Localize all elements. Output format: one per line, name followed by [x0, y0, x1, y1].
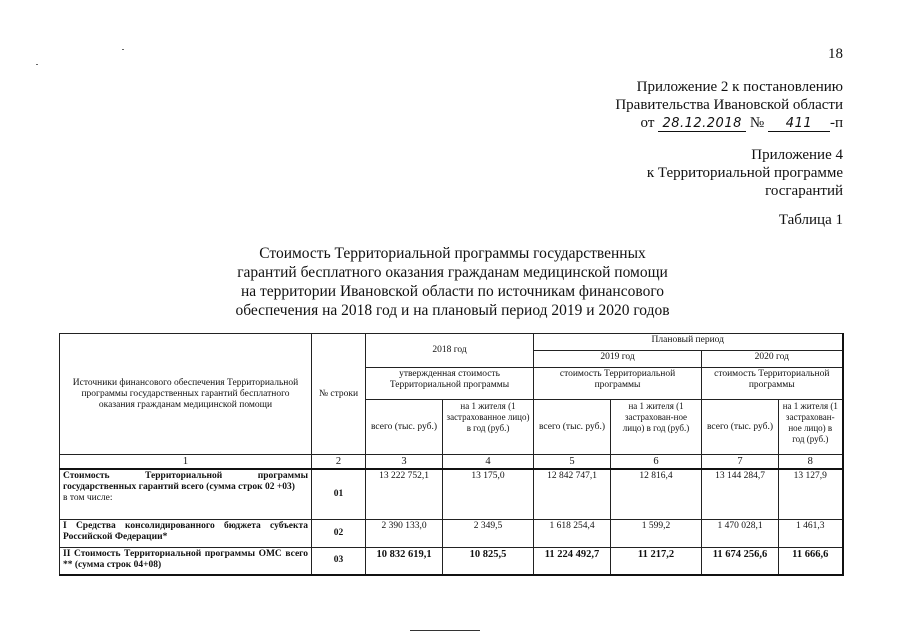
row-number: 03	[312, 547, 366, 575]
header-cost-2020: стоимость Территориальной программы	[702, 368, 843, 400]
table-row	[60, 469, 843, 519]
header-sources: Источники финансового обеспечения Территориальной программы государственных гарантий бесплатного оказания гражданам медицинской помощи	[60, 334, 312, 455]
title-line4: обеспечения на 2018 год и на плановый период 2019 и 2020 годов	[235, 302, 670, 319]
number-suffix: -п	[829, 115, 843, 131]
cell-value: 10 832 619,1	[366, 547, 443, 575]
header-cost-2019: стоимость Территориальной программы	[534, 368, 702, 400]
column-number: 6	[611, 455, 702, 470]
header-per-capita-2020: на 1 жителя (1 застрахован-ное лицо) в год (руб.)	[779, 400, 843, 455]
appendix-2-line1: Приложение 2 к постановлению	[636, 79, 843, 95]
cell-value: 12 842 747,1	[534, 469, 611, 519]
from-label: от	[640, 115, 655, 131]
appendix-4-line2: к Территориальной программе	[646, 165, 843, 181]
column-number: 8	[779, 455, 843, 470]
document-title	[0, 244, 905, 320]
cell-value: 2 390 133,0	[366, 519, 443, 547]
cell-value: 13 144 284,7	[702, 469, 779, 519]
header-total-2020: всего (тыс. руб.)	[702, 400, 779, 455]
header-planning-period: Плановый период	[534, 334, 843, 351]
cell-value: 11 217,2	[611, 547, 702, 575]
header-per-capita-2019: на 1 жителя (1 застрахован-ное лицо) в год (руб.)	[611, 400, 702, 455]
cell-value: 13 127,9	[779, 469, 843, 519]
row-number: 02	[312, 519, 366, 547]
column-number: 5	[534, 455, 611, 470]
table-row	[60, 519, 843, 547]
cell-value: 11 224 492,7	[534, 547, 611, 575]
row-source: II Стоимость Территориальной программы ОМС всего ** (сумма строк 04+08)	[60, 547, 312, 575]
header-year-2020: 2020 год	[702, 351, 843, 368]
handwritten-date: 28.12.2018	[658, 116, 746, 132]
column-number: 4	[443, 455, 534, 470]
cell-value: 13 222 752,1	[366, 469, 443, 519]
appendix-4-header	[647, 146, 843, 200]
column-number: 7	[702, 455, 779, 470]
cell-value: 2 349,5	[443, 519, 534, 547]
scan-speck	[36, 64, 38, 65]
cell-value: 1 618 254,4	[534, 519, 611, 547]
table-row	[60, 547, 843, 575]
header-approved-cost: утвержденная стоимость Территориальной программы	[366, 368, 534, 400]
handwritten-number: 411	[768, 116, 830, 132]
cell-value: 1 599,2	[611, 519, 702, 547]
title-line2: гарантий бесплатного оказания гражданам медицинской помощи	[237, 264, 668, 281]
cost-table	[59, 333, 844, 576]
column-number: 2	[312, 455, 366, 470]
scan-speck	[122, 49, 124, 50]
cell-value: 1 461,3	[779, 519, 843, 547]
title-line1: Стоимость Территориальной программы государственных	[259, 245, 646, 262]
row-source	[60, 469, 312, 519]
cell-value: 1 470 028,1	[702, 519, 779, 547]
footer-rule	[410, 630, 480, 631]
appendix-4-line3: госгарантий	[765, 183, 843, 199]
header-per-capita-2018: на 1 жителя (1 застрахованное лицо) в год (руб.)	[443, 400, 534, 455]
appendix-4-line1: Приложение 4	[751, 147, 843, 163]
page-number: 18	[828, 46, 843, 62]
appendix-2-header	[615, 78, 843, 132]
header-total-2018: всего (тыс. руб.)	[366, 400, 443, 455]
cell-value: 13 175,0	[443, 469, 534, 519]
row-number: 01	[312, 469, 366, 519]
cell-value: 11 674 256,6	[702, 547, 779, 575]
cell-value: 10 825,5	[443, 547, 534, 575]
appendix-2-date-line	[615, 114, 843, 132]
row-source: I Средства консолидированного бюджета субъекта Российской Федерации*	[60, 519, 312, 547]
title-line3: на территории Ивановской области по источникам финансового	[240, 283, 665, 300]
row-source-note: в том числе:	[63, 493, 113, 503]
row-source-text: Стоимость Территориальной программы государственных гарантий всего (сумма строк 02 +03)	[63, 471, 308, 492]
header-year-2018: 2018 год	[366, 334, 534, 368]
cell-value: 11 666,6	[779, 547, 843, 575]
cell-value: 12 816,4	[611, 469, 702, 519]
table-label: Таблица 1	[778, 212, 843, 228]
column-number: 1	[60, 455, 312, 470]
column-number: 3	[366, 455, 443, 470]
header-year-2019: 2019 год	[534, 351, 702, 368]
header-total-2019: всего (тыс. руб.)	[534, 400, 611, 455]
number-label: №	[749, 115, 765, 131]
header-row-number: № строки	[312, 334, 366, 455]
appendix-2-line2: Правительства Ивановской области	[615, 97, 843, 113]
